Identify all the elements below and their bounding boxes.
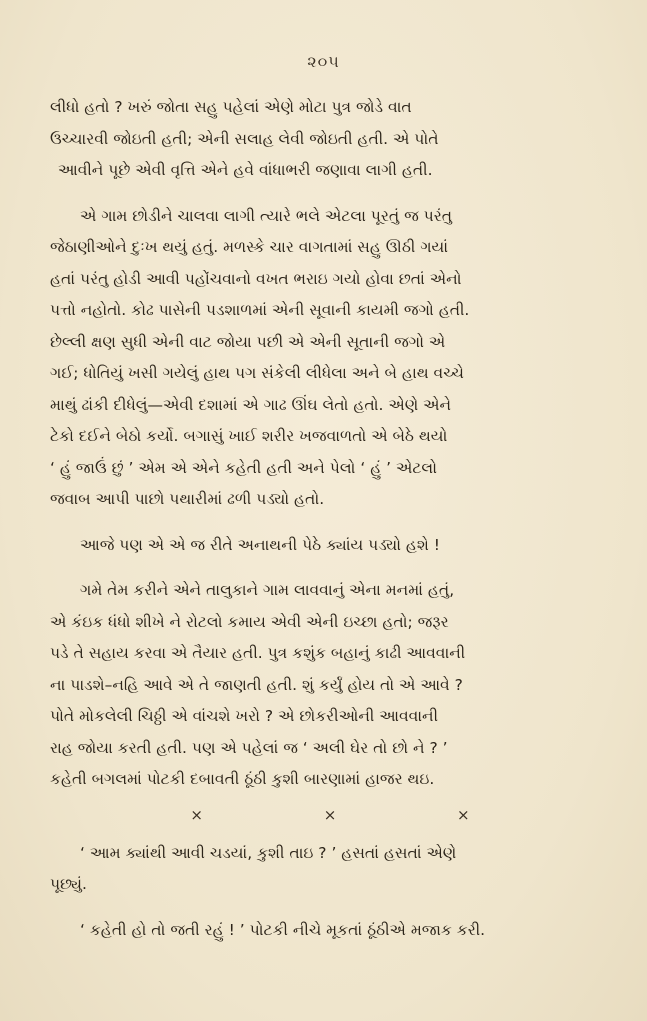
text-line: પોતે મોકલેલી ચિઠ્ઠી એ વાંચશે ખરો ? એ છોકરીઓની આવવાની <box>50 707 439 725</box>
text-line: પત્તો નહોતો. કોઢ પાસેની પડશાળમાં એની સૂવાની કાયમી જગો હતી. <box>50 301 470 319</box>
page-content <box>50 92 610 946</box>
text-line: ઉચ્ચારવી જોઇતી હતી; એની સલાહ લેવી જોઇતી હતી. એ પોતે <box>50 129 439 148</box>
separator-mark: × <box>457 805 470 824</box>
page-number: ૨૦૫ <box>307 52 340 71</box>
text-line: માથું ઢાંકી દીધેલું—એવી દશામાં એ ગાઢ ઊંઘ લેતો હતો. એણે એને <box>50 395 452 414</box>
text-line: રાહ જોયા કરતી હતી. પણ એ પહેલાં જ ‘ અલી ઘેર તો છો ને ? ’ <box>50 738 448 757</box>
text-line: ગઈ; ધોતિયું ખસી ગયેલું હાથ પગ સંકેલી લીધેલા અને બે હાથ વચ્ચે <box>50 364 464 382</box>
text-line: જવાબ આપી પાછો પથારીમાં ઢળી પડ્યો હતો. <box>50 490 325 508</box>
paragraph-gap <box>50 901 610 915</box>
paragraph-gap <box>50 516 610 530</box>
text-line: ‘ હું જાઉં છું ’ એમ એ એને કહેતી હતી અને પેલો ‘ હું ’ એટલો <box>50 458 437 477</box>
paragraph-5 <box>50 838 610 901</box>
text-line: ‘ કહેતી હો તો જતી રહું ! ’ પોટકી નીચે મૂકતાં ઠૂંઠીએ મજાક કરી. <box>80 920 486 939</box>
text-line: ટેકો દઈને બેઠો કર્યો. બગાસું ખાઈ શરીર ખજવાળતો એ બેઠે થયો <box>50 427 448 445</box>
paragraph-4 <box>50 575 610 796</box>
text-line: હતાં પરંતુ હોડી આવી પહોંચવાનો વખત ભરાઇ ગયો હોવા છતાં એનો <box>50 269 462 288</box>
text-line: પડે તે સહાય કરવા એ તૈયાર હતી. પુત્ર કશુંક બહાનું કાઢી આવવાની <box>50 644 466 662</box>
paragraph-2 <box>50 201 610 516</box>
text-line: પૂછ્યું. <box>50 875 87 893</box>
text-line: એ ગામ છોડીને ચાલવા લાગી ત્યારે ભલે એટલા પૂરતું જ પરંતુ <box>80 206 453 225</box>
text-line: ‘ આમ ક્યાંથી આવી ચડયાં, કુશી તાઇ ? ’ હસતાં હસતાં એણે <box>80 843 457 862</box>
text-line: આજે પણ એ એ જ રીતે અનાથની પેઠે ક્યાંય પડ્યો હશે ! <box>80 535 440 554</box>
text-line: છેલ્લી ક્ષણ સુધી એની વાટ જોયા પછી એ એની સૂતાની જગો એ <box>50 332 446 351</box>
paragraph-3 <box>50 530 610 562</box>
paragraph-gap <box>50 561 610 575</box>
text-line: લીધો હતો ? ખરું જોતા સહુ પહેલાં એણે મોટા પુત્ર જોડે વાત <box>50 98 412 116</box>
text-line: ના પાડશે–નહિ આવે એ તે જાણતી હતી. શું કર્યું હોય તો એ આવે ? <box>50 675 463 694</box>
section-separator <box>130 806 530 824</box>
text-line: કહેતી બગલમાં પોટકી દબાવતી ઠૂંઠી કુશી બારણામાં હાજર થઇ. <box>50 770 435 788</box>
paragraph-gap <box>50 187 610 201</box>
separator-mark: × <box>190 805 203 824</box>
text-line: આવીને પૂછે એવી વૃત્તિ એને હવે વાંધાભરી જણાવા લાગી હતી. <box>58 161 433 179</box>
text-line: જેઠાણીઓને દુઃખ થયું હતું. મળસ્કે ચાર વાગતામાં સહુ ઊઠી ગયાં <box>50 238 449 256</box>
text-line: એ કંઇક ધંધો શીખે ને રોટલો કમાય એવી એની ઇચ્છા હતો; જરૂર <box>50 612 449 631</box>
paragraph-1 <box>50 92 610 187</box>
separator-mark: × <box>323 805 337 824</box>
text-line: ગમે તેમ કરીને એને તાલુકાને ગામ લાવવાનું એના મનમાં હતું, <box>80 581 455 599</box>
paragraph-6 <box>50 915 610 947</box>
